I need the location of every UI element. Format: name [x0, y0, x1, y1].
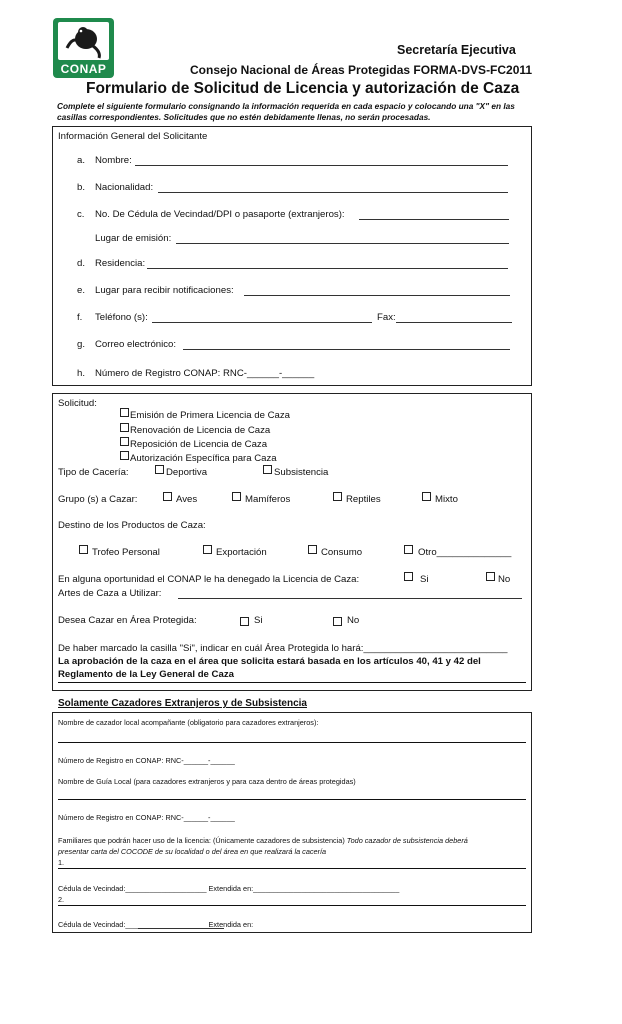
otro-checkbox[interactable]: [404, 545, 413, 554]
solicitud-divider: [58, 682, 526, 683]
field-letter: b.: [77, 182, 86, 193]
otro-label[interactable]: Otro______________: [418, 547, 512, 558]
familiares-note-1: Todo cazador de subsistencia deberá: [346, 836, 468, 845]
reptiles-checkbox[interactable]: [333, 492, 342, 501]
destino-label: Destino de los Productos de Caza:: [58, 520, 206, 531]
familiar-2-cedula-field[interactable]: [138, 928, 224, 929]
cual-area-label[interactable]: De haber marcado la casilla "Si", indicar en cuál Área Protegida lo hará:___________________________: [58, 643, 508, 654]
reptiles-label: Reptiles: [346, 494, 381, 505]
approval-note-line1: La aprobación de la caza en el área que solicita estará basada en los artículos 40, 41 y 42 del: [58, 656, 481, 667]
registro-cazador-label[interactable]: Número de Registro en CONAP: RNC-______-______: [58, 756, 235, 765]
denegado-si-label: Si: [420, 574, 429, 585]
conap-logo: [53, 18, 114, 78]
artes-caza-label: Artes de Caza a Utilizar:: [58, 588, 162, 599]
trofeo-checkbox[interactable]: [79, 545, 88, 554]
aves-checkbox[interactable]: [163, 492, 172, 501]
guia-local-field[interactable]: [58, 799, 526, 800]
familiares-label: [58, 836, 468, 845]
cazador-local-label: Nombre de cazador local acompañante (obligatorio para cazadores extranjeros):: [58, 718, 319, 727]
form-instructions: Complete el siguiente formulario consignando la información requerida en cada espacio y colocando una "X" en las casillas correspondientes. Solicitudes que no estén debidamente llenas, no serán procesadas.: [57, 101, 515, 122]
exportacion-label: Exportación: [216, 547, 267, 558]
guia-local-label: Nombre de Guía Local (para cazadores extranjeros y para caza dentro de áreas protegidas): [58, 777, 356, 786]
solicitud-heading: Solicitud:: [58, 398, 97, 409]
residencia-label: Residencia:: [95, 258, 146, 269]
mixto-checkbox[interactable]: [422, 492, 431, 501]
familiares-note-2-text: presentar carta del COCODE de su localidad o del área en que realizará la cacería: [58, 847, 327, 856]
familiar-1-field[interactable]: [58, 868, 526, 869]
familiar-2-field[interactable]: [58, 905, 526, 906]
familiar-2-cedula[interactable]: Cédula de Vecindad:____________________ Extendida en:: [58, 920, 254, 929]
grupo-cazar-label: Grupo (s) a Cazar:: [58, 494, 138, 505]
emision-checkbox[interactable]: [120, 408, 129, 417]
consumo-checkbox[interactable]: [308, 545, 317, 554]
form-title: Formulario de Solicitud de Licencia y autorización de Caza: [86, 80, 520, 97]
fax-field[interactable]: [396, 322, 512, 323]
familiares-text: Familiares que podrán hacer uso de la licencia: (Únicamente cazadores de subsistencia): [58, 836, 345, 845]
denegado-no-label: No: [498, 574, 511, 585]
deportiva-label: Deportiva: [166, 467, 208, 478]
org-heading: Consejo Nacional de Áreas Protegidas FORMA-DVS-FC2011: [190, 63, 533, 77]
field-letter: a.: [77, 155, 86, 166]
familiares-note-2: [58, 847, 326, 856]
denegado-si-checkbox[interactable]: [404, 572, 413, 581]
denegado-label: En alguna oportunidad el CONAP le ha denegado la Licencia de Caza:: [58, 574, 360, 585]
lugar-emision-label: Lugar de emisión:: [95, 233, 172, 244]
exportacion-checkbox[interactable]: [203, 545, 212, 554]
telefono-label: Teléfono (s):: [95, 312, 148, 323]
area-si-label: Si: [254, 615, 263, 626]
field-letter: f.: [77, 312, 83, 323]
nacionalidad-field[interactable]: [158, 192, 508, 193]
notificaciones-label: Lugar para recibir notificaciones:: [95, 285, 234, 296]
area-protegida-label: Desea Cazar en Área Protegida:: [58, 615, 197, 626]
registro-guia-label[interactable]: Número de Registro en CONAP: RNC-______-______: [58, 813, 235, 822]
field-letter: g.: [77, 339, 86, 350]
renovacion-label: Renovación de Licencia de Caza: [130, 425, 271, 436]
emision-label: Emisión de Primera Licencia de Caza: [130, 410, 290, 421]
cazador-local-field[interactable]: [58, 742, 526, 743]
area-si-checkbox[interactable]: [240, 617, 249, 626]
consumo-label: Consumo: [321, 547, 363, 558]
fax-label: Fax:: [377, 312, 396, 323]
nombre-field[interactable]: [135, 165, 508, 166]
familiar-number-2: 2.: [58, 895, 65, 904]
area-no-checkbox[interactable]: [333, 617, 342, 626]
autorizacion-label: Autorización Específica para Caza: [130, 453, 277, 464]
field-letter: c.: [77, 209, 85, 220]
denegado-no-checkbox[interactable]: [486, 572, 495, 581]
reposicion-label: Reposición de Licencia de Caza: [130, 439, 268, 450]
lugar-emision-field[interactable]: [176, 243, 509, 244]
area-no-label: No: [347, 615, 360, 626]
logo-text: CONAP: [60, 62, 107, 76]
autorizacion-checkbox[interactable]: [120, 451, 129, 460]
renovacion-checkbox[interactable]: [120, 423, 129, 432]
approval-note-line2: Reglamento de la Ley General de Caza: [58, 669, 234, 680]
correo-field[interactable]: [183, 349, 510, 350]
extranjeros-section: [52, 712, 532, 933]
artes-caza-field[interactable]: [178, 598, 522, 599]
mamiferos-checkbox[interactable]: [232, 492, 241, 501]
field-letter: d.: [77, 258, 86, 269]
nombre-label: Nombre:: [95, 155, 132, 166]
extranjeros-heading: Solamente Cazadores Extranjeros y de Subsistencia: [58, 698, 307, 709]
subsistencia-label: Subsistencia: [274, 467, 329, 478]
familiar-1-cedula[interactable]: Cédula de Vecindad:____________________ Extendida en:____________________________________: [58, 884, 400, 893]
field-letter: e.: [77, 285, 86, 296]
reposicion-checkbox[interactable]: [120, 437, 129, 446]
correo-label: Correo electrónico:: [95, 339, 177, 350]
secretaria-heading: Secretaría Ejecutiva: [397, 43, 516, 57]
deportiva-checkbox[interactable]: [155, 465, 164, 474]
residencia-field[interactable]: [147, 268, 508, 269]
cedula-field[interactable]: [359, 219, 509, 220]
nacionalidad-label: Nacionalidad:: [95, 182, 154, 193]
familiar-number-1: 1.: [58, 858, 65, 867]
subsistencia-checkbox[interactable]: [263, 465, 272, 474]
registro-conap-label[interactable]: Número de Registro CONAP: RNC-______-______: [95, 368, 315, 379]
tipo-caceria-label: Tipo de Cacería:: [58, 467, 129, 478]
cedula-label: No. De Cédula de Vecindad/DPI o pasaporte (extranjeros):: [95, 209, 345, 220]
telefono-field[interactable]: [152, 322, 372, 323]
general-info-heading: Información General del Solicitante: [58, 131, 208, 142]
field-letter: h.: [77, 368, 86, 379]
notificaciones-field[interactable]: [244, 295, 510, 296]
mamiferos-label: Mamíferos: [245, 494, 291, 505]
aves-label: Aves: [176, 494, 198, 505]
trofeo-label: Trofeo Personal: [92, 547, 160, 558]
mixto-label: Mixto: [435, 494, 458, 505]
